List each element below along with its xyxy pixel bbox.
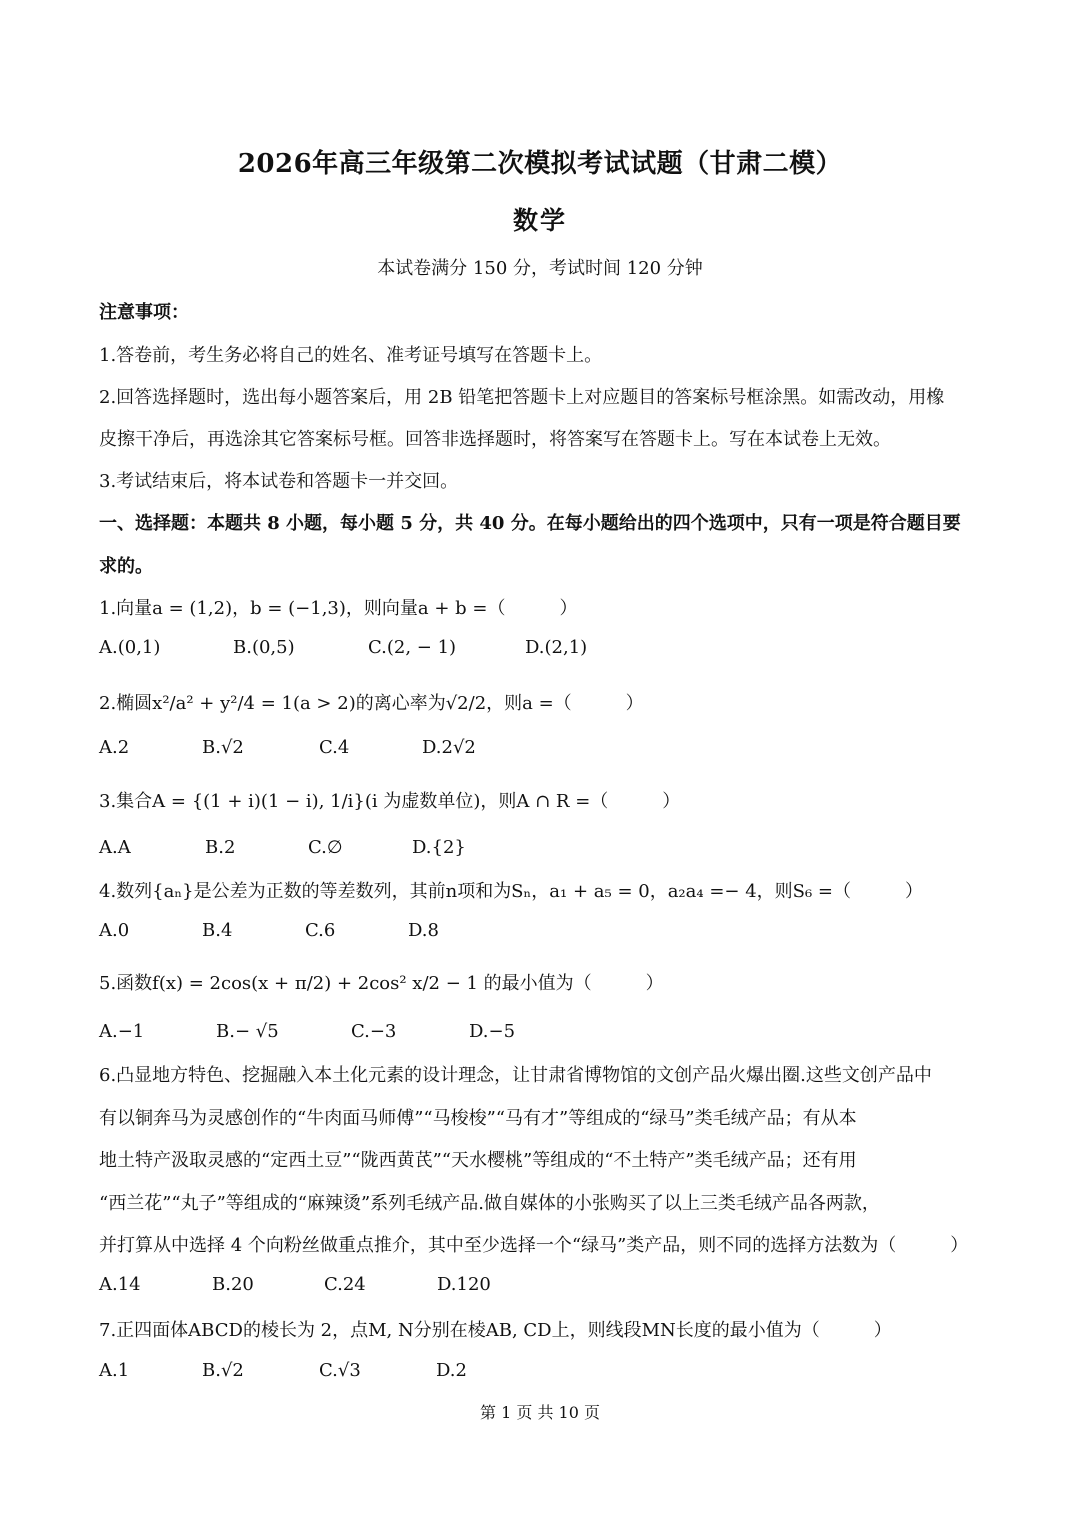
question-7-option-d: D.2 — [436, 1360, 467, 1381]
question-6-option-c: C.24 — [324, 1274, 366, 1295]
page-footer: 第 1 页 共 10 页 — [480, 1403, 600, 1422]
question-6-stem-line-5: 并打算从中选择 4 个向粉丝做重点推介，其中至少选择一个“绿马”类产品，则不同的选择方法数为（ ） — [99, 1235, 969, 1256]
section-heading-line-2: 求的。 — [99, 556, 153, 577]
question-1-option-d: D.(2,1) — [525, 637, 588, 658]
question-2-option-a: A.2 — [99, 737, 130, 758]
question-1-option-b: B.(0,5) — [233, 637, 295, 658]
section-heading-line-1: 一、选择题：本题共 8 小题，每小题 5 分，共 40 分。在每小题给出的四个选项中，只有一项是符合题目要 — [99, 513, 961, 534]
question-1-option-a: A.(0,1) — [99, 637, 161, 658]
question-4-stem: 4.数列{aₙ}是公差为正数的等差数列，其前n项和为Sₙ，a₁ + a₅ = 0，a₂a₄ =− 4，则S₆ =（ ） — [99, 881, 924, 902]
question-4-option-a: A.0 — [99, 920, 130, 941]
question-4-option-c: C.6 — [305, 920, 336, 941]
question-4-option-d: D.8 — [408, 920, 439, 941]
question-3-stem: 3.集合A = {(1 + i)(1 − i), 1/i}(i 为虚数单位)，则A ∩ R =（ ） — [99, 791, 681, 812]
question-6-stem-line-4: “西兰花”“丸子”等组成的“麻辣烫”系列毛绒产品.做自媒体的小张购买了以上三类毛绒产品各两款， — [99, 1193, 880, 1214]
question-1-stem: 1.向量a = (1,2)，b = (−1,3)，则向量a + b =（ ） — [99, 598, 578, 619]
question-4-option-b: B.4 — [202, 920, 233, 941]
question-5-option-d: D.−5 — [469, 1021, 516, 1042]
question-6-option-a: A.14 — [99, 1274, 141, 1295]
question-2-stem: 2.椭圆x²/a² + y²/4 = 1(a > 2)的离心率为√2/2，则a =（ ） — [99, 693, 644, 714]
question-5-option-c: C.−3 — [351, 1021, 397, 1042]
exam-info: 本试卷满分 150 分，考试时间 120 分钟 — [377, 258, 703, 279]
question-5-stem: 5.函数f(x) = 2cos(x + π/2) + 2cos² x/2 − 1 的最小值为（ ） — [99, 973, 664, 994]
question-6-stem-line-2: 有以铜奔马为灵感创作的“牛肉面马师傅”“马梭梭”“马有才”等组成的“绿马”类毛绒产品；有从本 — [99, 1108, 857, 1129]
question-7-option-b: B.√2 — [202, 1360, 244, 1381]
question-6-option-d: D.120 — [437, 1274, 491, 1295]
notice-item-2-line-1: 2.回答选择题时，选出每小题答案后，用 2B 铅笔把答题卡上对应题目的答案标号框涂黑。如需改动，用橡 — [99, 387, 945, 408]
question-2-option-c: C.4 — [319, 737, 350, 758]
notice-heading: 注意事项： — [99, 302, 189, 323]
notice-item-1: 1.答卷前，考生务必将自己的姓名、准考证号填写在答题卡上。 — [99, 345, 603, 366]
question-7-option-a: A.1 — [99, 1360, 130, 1381]
question-6-stem-line-1: 6.凸显地方特色、挖掘融入本土化元素的设计理念，让甘肃省博物馆的文创产品火爆出圈.这些文创产品中 — [99, 1065, 932, 1086]
question-3-option-b: B.2 — [205, 837, 236, 858]
question-5-option-b: B.− √5 — [216, 1021, 279, 1042]
subject-title: 数学 — [512, 206, 567, 235]
question-3-option-d: D.{2} — [412, 837, 466, 858]
question-7-stem: 7.正四面体ABCD的棱长为 2，点M, N分别在棱AB, CD上，则线段MN长度的最小值为（ ） — [99, 1320, 892, 1341]
notice-item-3: 3.考试结束后，将本试卷和答题卡一并交回。 — [99, 471, 459, 492]
exam-title: 2026年高三年级第二次模拟考试试题（甘肃二模） — [237, 149, 843, 179]
question-2-option-b: B.√2 — [202, 737, 244, 758]
question-6-option-b: B.20 — [212, 1274, 254, 1295]
question-3-option-a: A.A — [99, 837, 131, 858]
question-2-option-d: D.2√2 — [422, 737, 476, 758]
question-1-option-c: C.(2, − 1) — [368, 637, 457, 658]
question-5-option-a: A.−1 — [99, 1021, 145, 1042]
question-3-option-c: C.∅ — [308, 837, 343, 858]
notice-item-2-line-2: 皮擦干净后，再选涂其它答案标号框。回答非选择题时，将答案写在答题卡上。写在本试卷上无效。 — [99, 429, 891, 450]
question-7-option-c: C.√3 — [319, 1360, 361, 1381]
question-6-stem-line-3: 地土特产汲取灵感的“定西土豆”“陇西黄芪”“天水樱桃”等组成的“不土特产”类毛绒产品；还有用 — [99, 1150, 857, 1171]
